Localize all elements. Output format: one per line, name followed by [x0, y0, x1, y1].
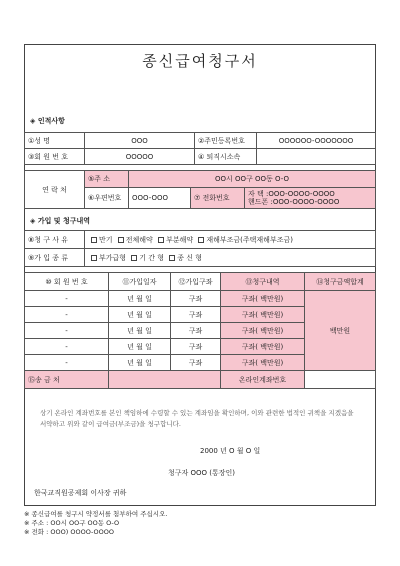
row-date[interactable]: 년 월 일 [109, 323, 171, 339]
type-checkbox-0[interactable] [91, 255, 97, 261]
header-date: ⑪가입일자 [109, 273, 171, 291]
home-label: 자 택 [248, 189, 264, 198]
rrn-label: ②주민등록번호 [195, 133, 257, 149]
row-units[interactable]: 구좌 [171, 307, 221, 323]
type-checkbox-1[interactable] [131, 255, 137, 261]
row-units[interactable]: 구좌 [171, 291, 221, 307]
mobile-value: :OOO-OOOO-OOOO [270, 197, 340, 206]
remit-value[interactable] [109, 371, 221, 389]
type-option: 부가급형 [99, 253, 127, 262]
rrn-value[interactable]: OOOOOO-OOOOOOO [257, 133, 376, 149]
form-title: 종신급여청구서 [142, 52, 258, 70]
type-label: ⑨가 입 종 류 [25, 249, 85, 267]
contact-table [24, 170, 376, 209]
phone-label: ⑦ 전화번호 [191, 187, 245, 208]
home-value: :OOO-OOOO-OOOO [265, 189, 335, 198]
zip-value[interactable]: OOO-OOO [129, 187, 191, 208]
row-detail[interactable]: 구좌( 백만원) [221, 339, 305, 355]
reason-checkbox-0[interactable] [91, 237, 97, 243]
row-member[interactable]: - [25, 339, 109, 355]
type-option: 종 신 형 [177, 253, 203, 262]
reason-option: 부분해약 [166, 235, 194, 244]
retire-value[interactable] [257, 149, 376, 165]
row-units[interactable]: 구좌 [171, 355, 221, 371]
header-units: ⑫가입구좌 [171, 273, 221, 291]
type-checkbox-2[interactable] [169, 255, 175, 261]
retire-label: ④ 퇴직시소속 [195, 149, 257, 165]
row-member[interactable]: - [25, 355, 109, 371]
row-date[interactable]: 년 월 일 [109, 291, 171, 307]
personal-table [24, 132, 376, 165]
online-value[interactable] [305, 371, 376, 389]
row-detail[interactable]: 구좌( 백만원) [221, 307, 305, 323]
claim-table [24, 230, 376, 267]
row-date[interactable]: 년 월 일 [109, 307, 171, 323]
claimant-line: 청구자 OOO (통장인) [168, 469, 236, 477]
row-member[interactable]: - [25, 323, 109, 339]
reason-checkbox-1[interactable] [118, 237, 124, 243]
section-claim: ◈ 가입 및 청구내역 [30, 217, 91, 225]
online-label: 온라인계좌번호 [221, 371, 305, 389]
reason-checkbox-2[interactable] [158, 237, 164, 243]
date-line: 2000 년 O 월 O 일 [200, 447, 261, 455]
type-option: 기 간 형 [139, 253, 165, 262]
reason-checkbox-3[interactable] [198, 237, 204, 243]
statement-text: 상기 온라인 계좌번호를 본인 책임하에 수령할 수 있는 계좌임을 확인하며, 이와 관련한 법적인 귀책을 지겠음을 서약하고 위와 같이 급여금(부조금)을 청구합니다. [40, 409, 354, 428]
row-detail[interactable]: 구좌( 백만원) [221, 355, 305, 371]
row-units[interactable]: 구좌 [171, 339, 221, 355]
zip-label: ⑥우편번호 [85, 187, 129, 208]
row-date[interactable]: 년 월 일 [109, 355, 171, 371]
row-date[interactable]: 년 월 일 [109, 339, 171, 355]
section-personal: ◈ 인적사항 [30, 117, 65, 125]
detail-table [24, 272, 376, 389]
addr-label: ⑤주 소 [85, 171, 129, 188]
row-detail[interactable]: 구좌( 백만원) [221, 323, 305, 339]
mobile-label: 핸드폰 [248, 197, 269, 206]
addr-value[interactable]: OO시 OO구 OO동 O-O [129, 171, 376, 188]
member-value[interactable]: OOOOO [85, 149, 195, 165]
row-units[interactable]: 구좌 [171, 323, 221, 339]
note-item: ※ 종신급여를 청구시 약정서를 첨부하여 주십시오. [24, 510, 168, 518]
header-detail: ⑬청구내역 [221, 273, 305, 291]
row-member[interactable]: - [25, 307, 109, 323]
reason-option: 만기 [99, 235, 113, 244]
notes [24, 510, 167, 537]
header-total: ⑭청구금액합계 [305, 273, 376, 291]
contact-label: 연 락 처 [25, 171, 85, 209]
member-label: ③회 원 번 호 [25, 149, 85, 165]
reason-option: 전체해약 [125, 235, 153, 244]
name-label: ①성 명 [25, 133, 85, 149]
phone-values[interactable] [245, 187, 376, 208]
remit-label: ⑮송 금 처 [25, 371, 109, 389]
row-member[interactable]: - [25, 291, 109, 307]
type-options [85, 249, 376, 267]
note-item: ※ 전화 : OOO) OOOO-OOOO [24, 528, 114, 536]
note-item: ※ 주소 : OO시 OO구 OO동 O-O [24, 519, 120, 527]
reason-options [85, 231, 376, 249]
header-member: ⑩ 회 원 번 호 [25, 273, 109, 291]
name-value[interactable]: OOO [85, 133, 195, 149]
addressee-line: 한국교직원공제회 이사장 귀하 [34, 489, 127, 497]
reason-label: ⑧청 구 사 유 [25, 231, 85, 249]
reason-option: 재해부조금(주택재해부조금) [206, 235, 293, 244]
total-amount[interactable]: 백만원 [305, 291, 376, 371]
row-detail[interactable]: 구좌( 백만원) [221, 291, 305, 307]
